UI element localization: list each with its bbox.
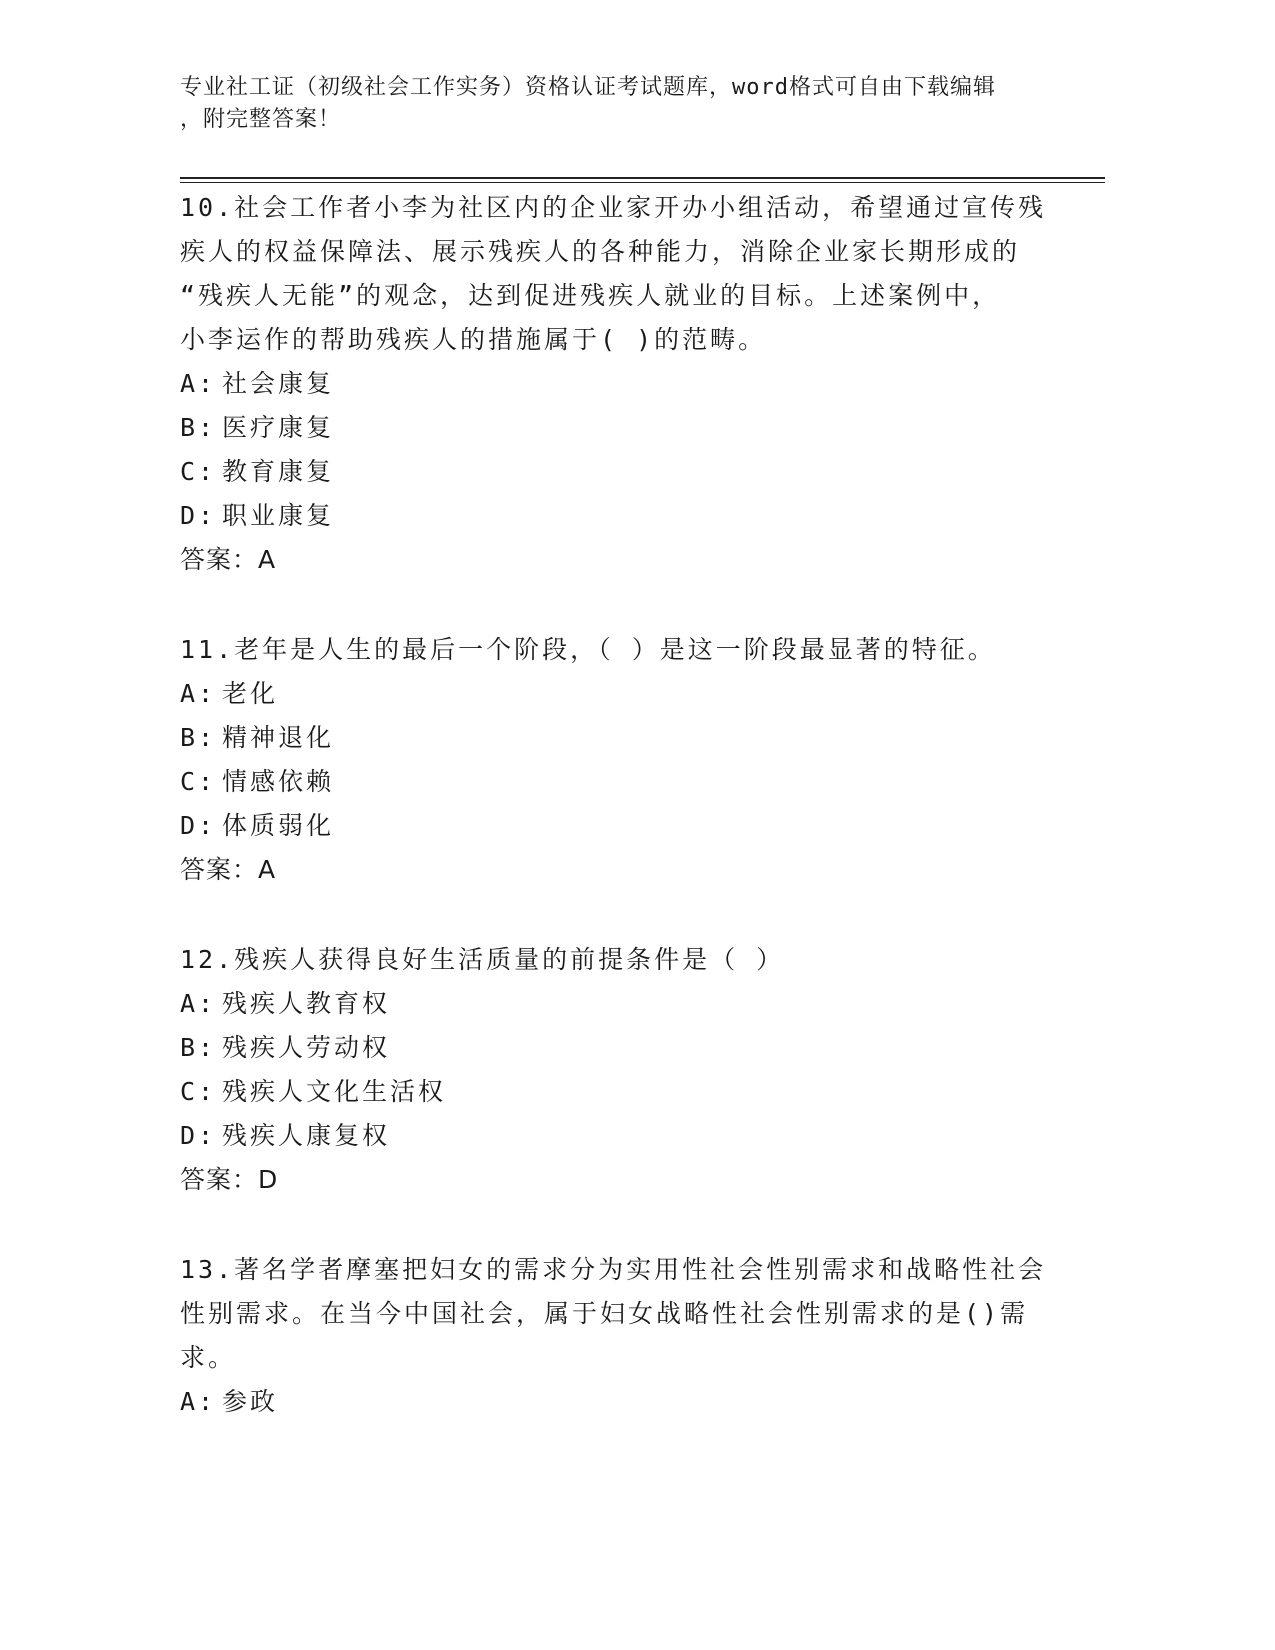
option-c	[180, 1070, 1060, 1114]
question-line: 10.社会工作者小李为社区内的企业家开办小组活动，希望通过宣传残	[180, 193, 1047, 222]
option-key: A:	[180, 679, 217, 708]
question-line: 12.残疾人获得良好生活质量的前提条件是（ ）	[180, 945, 785, 974]
option-key: C:	[180, 1077, 217, 1106]
question-line: “残疾人无能”的观念，达到促进残疾人就业的目标。上述案例中，	[180, 281, 1001, 310]
header-divider-thick	[180, 177, 1105, 179]
option-text: 残疾人劳动权	[222, 1033, 391, 1062]
option-text: 残疾人康复权	[222, 1121, 391, 1150]
option-key: A:	[180, 1387, 217, 1416]
option-b	[180, 406, 1060, 450]
option-key: B:	[180, 723, 217, 752]
question-11-text	[180, 628, 1060, 672]
question-10	[180, 186, 1060, 582]
option-b	[180, 1026, 1060, 1070]
option-d	[180, 804, 1060, 848]
option-a	[180, 672, 1060, 716]
question-line: 13.著名学者摩塞把妇女的需求分为实用性社会性别需求和战略性社会	[180, 1255, 1047, 1284]
option-d	[180, 494, 1060, 538]
answer-line: 答案：A	[180, 545, 277, 574]
question-line: 疾人的权益保障法、展示残疾人的各种能力，消除企业家长期形成的	[180, 237, 1021, 266]
question-10-text	[180, 186, 1060, 362]
option-key: D:	[180, 501, 217, 530]
option-text: 参政	[222, 1387, 279, 1416]
option-text: 老化	[222, 679, 279, 708]
header-divider-thin	[180, 182, 1105, 183]
question-13-text	[180, 1248, 1060, 1380]
question-line: 小李运作的帮助残疾人的措施属于( )的范畴。	[180, 325, 767, 354]
question-line: 11.老年是人生的最后一个阶段，（ ）是这一阶段最显著的特征。	[180, 635, 996, 664]
option-key: A:	[180, 989, 217, 1018]
document-header	[180, 72, 1060, 136]
option-a	[180, 982, 1060, 1026]
option-key: C:	[180, 767, 217, 796]
answer-line: 答案：A	[180, 855, 277, 884]
option-key: D:	[180, 1121, 217, 1150]
question-12-text	[180, 938, 1060, 982]
option-key: B:	[180, 1033, 217, 1062]
option-key: A:	[180, 369, 217, 398]
option-b	[180, 716, 1060, 760]
option-c	[180, 450, 1060, 494]
question-12	[180, 938, 1060, 1202]
option-text: 职业康复	[222, 501, 335, 530]
option-text: 残疾人教育权	[222, 989, 391, 1018]
header-line-1: 专业社工证（初级社会工作实务）资格认证考试题库，word格式可自由下载编辑	[180, 75, 996, 100]
option-text: 体质弱化	[222, 811, 335, 840]
option-text: 教育康复	[222, 457, 335, 486]
answer-line: 答案：D	[180, 1165, 279, 1194]
question-line: 求。	[180, 1343, 237, 1372]
option-a	[180, 362, 1060, 406]
option-text: 精神退化	[222, 723, 335, 752]
option-text: 社会康复	[222, 369, 335, 398]
question-line: 性别需求。在当今中国社会，属于妇女战略性社会性别需求的是()需	[180, 1299, 1029, 1328]
option-d	[180, 1114, 1060, 1158]
option-c	[180, 760, 1060, 804]
header-line-2: ，附完整答案！	[180, 107, 342, 132]
option-key: D:	[180, 811, 217, 840]
option-text: 情感依赖	[222, 767, 335, 796]
question-13	[180, 1248, 1060, 1424]
option-text: 残疾人文化生活权	[222, 1077, 447, 1106]
question-11	[180, 628, 1060, 892]
option-a	[180, 1380, 1060, 1424]
question-list	[180, 186, 1060, 1470]
option-key: C:	[180, 457, 217, 486]
option-key: B:	[180, 413, 217, 442]
option-text: 医疗康复	[222, 413, 335, 442]
